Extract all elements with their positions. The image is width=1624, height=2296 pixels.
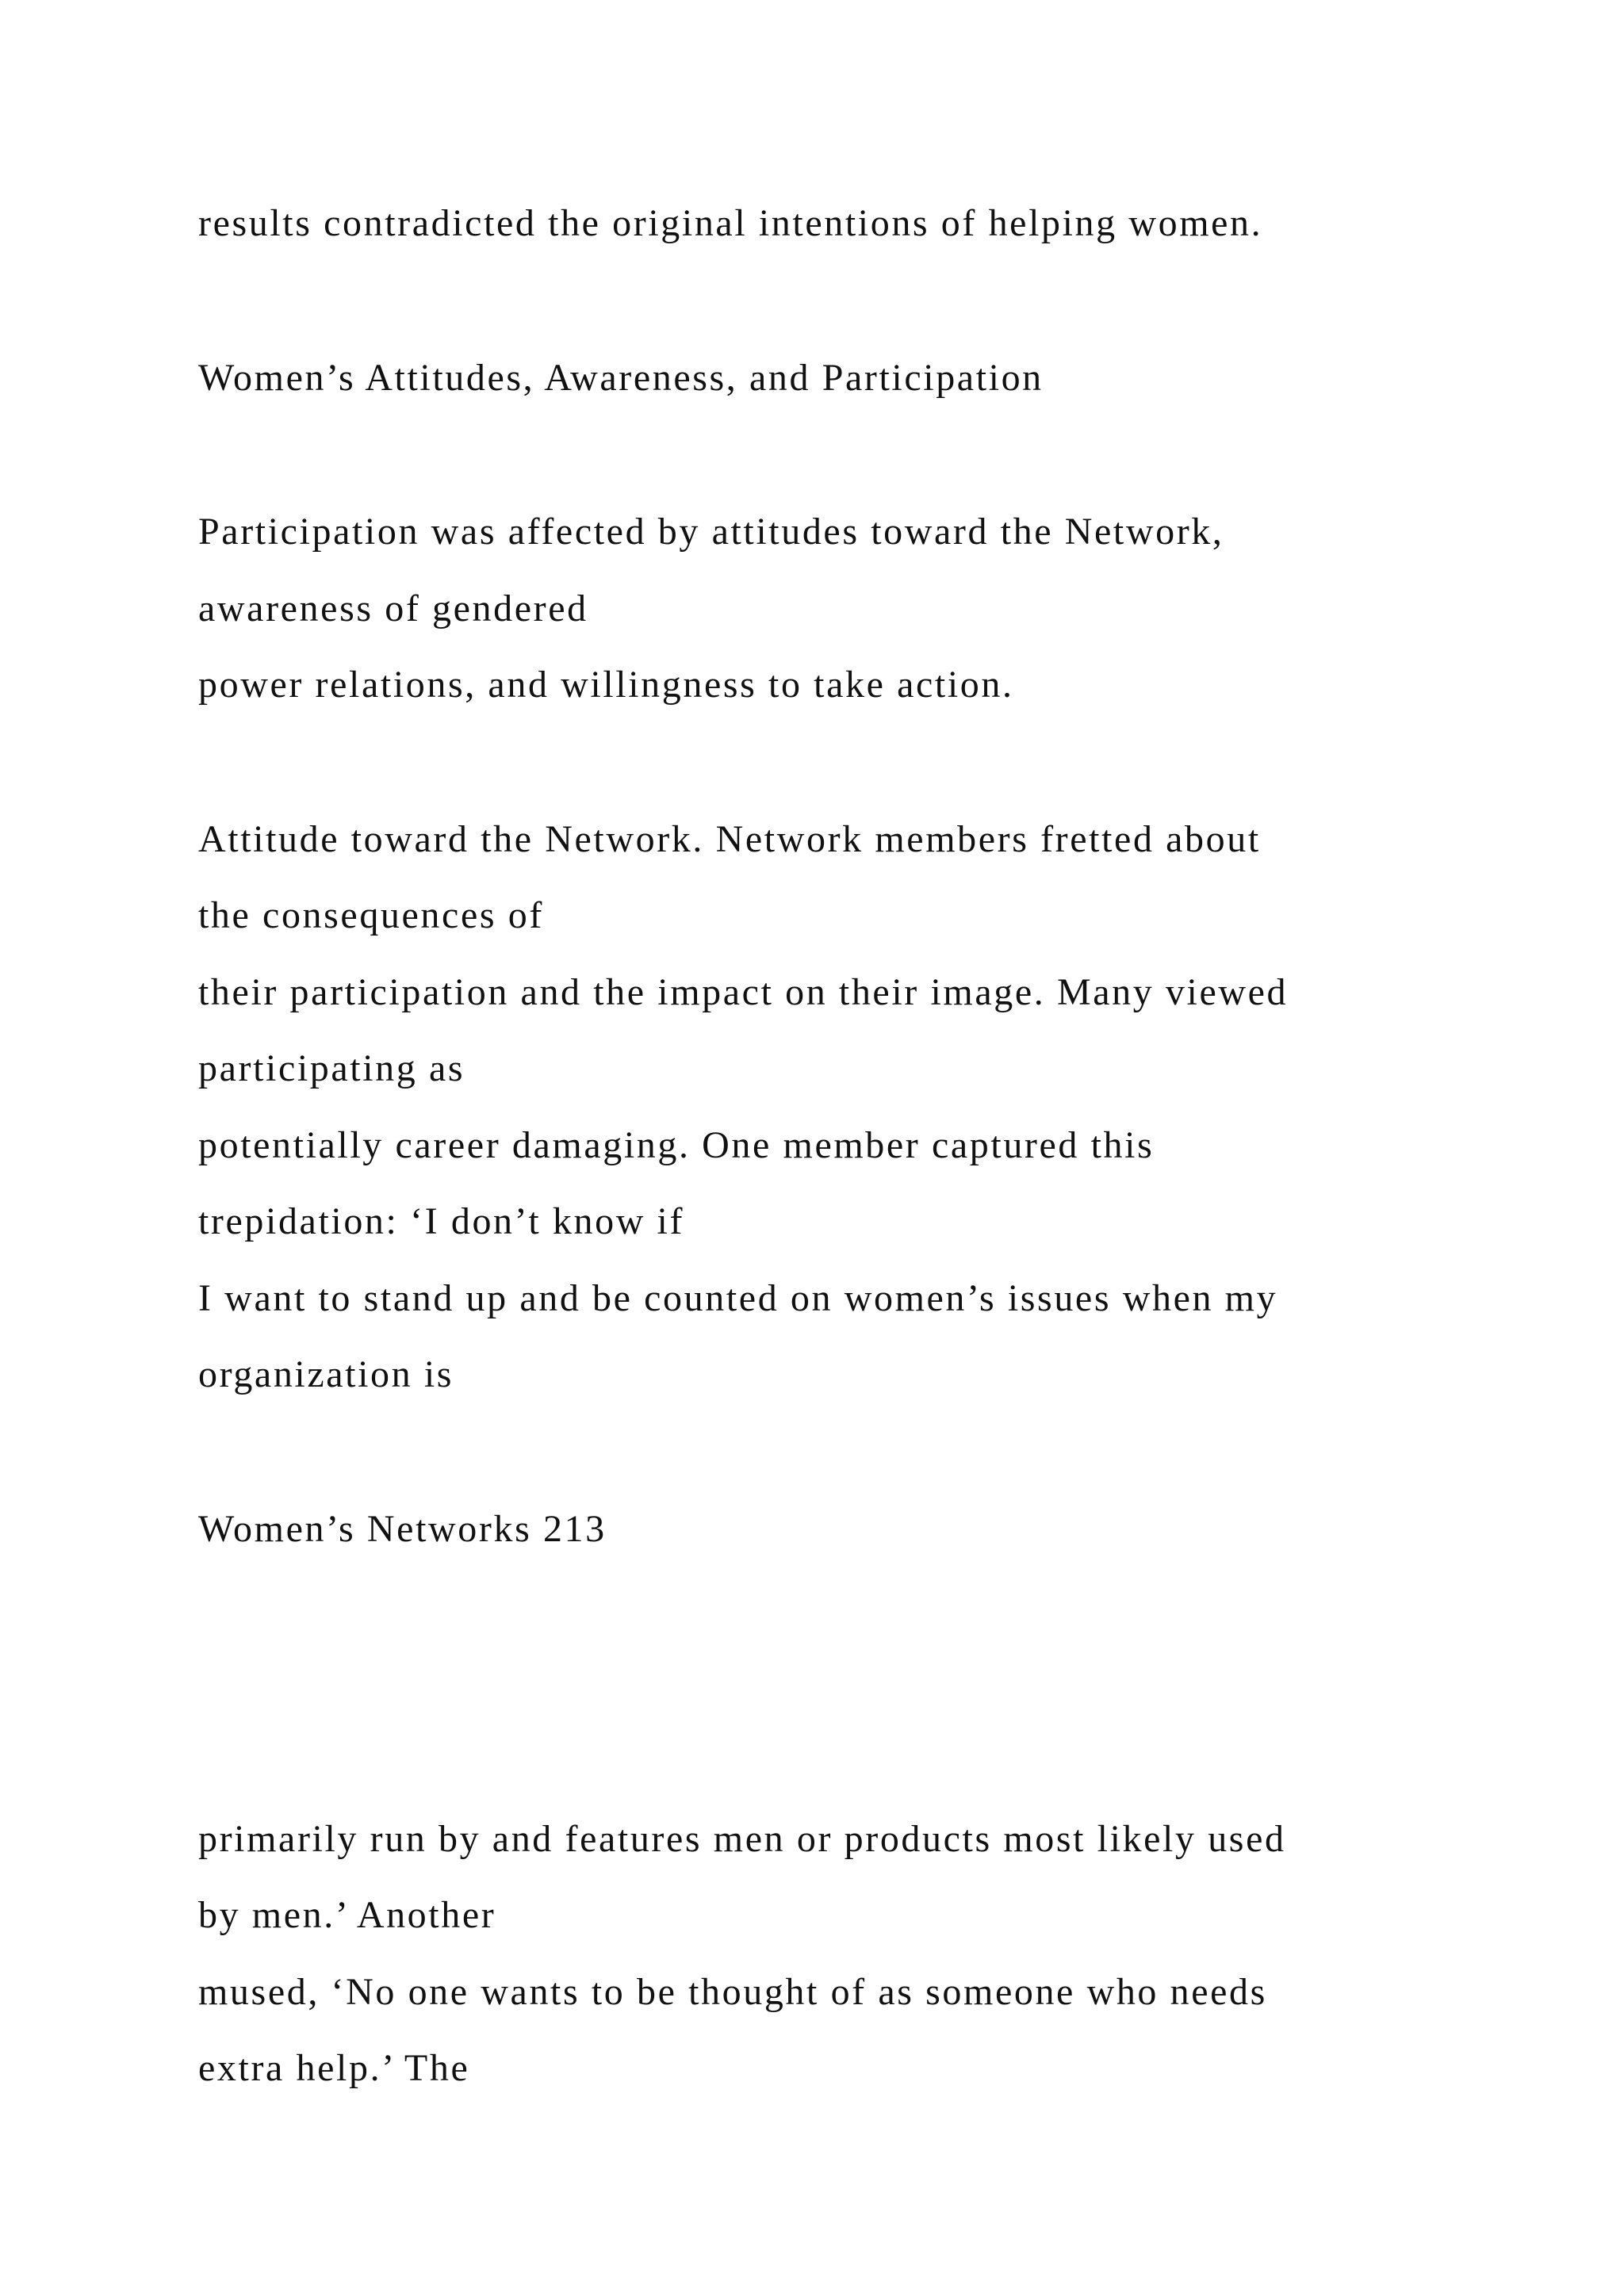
section-heading: Women’s Attitudes, Awareness, and Participation (198, 357, 1044, 399)
body-text-line: by men.’ Another (198, 1894, 496, 1936)
body-text-line: awareness of gendered (198, 587, 588, 629)
body-text-line: mused, ‘No one wants to be thought of as someone who needs (198, 1971, 1267, 2013)
body-text-line: participating as (198, 1047, 465, 1089)
body-text-line: power relations, and willingness to take action. (198, 664, 1014, 706)
body-text-line: I want to stand up and be counted on women’s issues when my (198, 1277, 1278, 1319)
body-text-line: organization is (198, 1353, 454, 1395)
running-header: Women’s Networks 213 (198, 1508, 607, 1550)
body-text-line: Participation was affected by attitudes toward the Network, (198, 511, 1224, 553)
body-text-line: potentially career damaging. One member captured this (198, 1124, 1155, 1166)
body-text-line: trepidation: ‘I don’t know if (198, 1200, 685, 1242)
body-text-line: their participation and the impact on their image. Many viewed (198, 971, 1289, 1013)
body-text-line: extra help.’ The (198, 2047, 470, 2089)
body-text-line: Attitude toward the Network. Network members fretted about (198, 818, 1261, 860)
body-text-line: results contradicted the original intentions of helping women. (198, 202, 1263, 244)
body-text-line: the consequences of (198, 894, 544, 936)
body-text-line: primarily run by and features men or products most likely used (198, 1818, 1286, 1860)
